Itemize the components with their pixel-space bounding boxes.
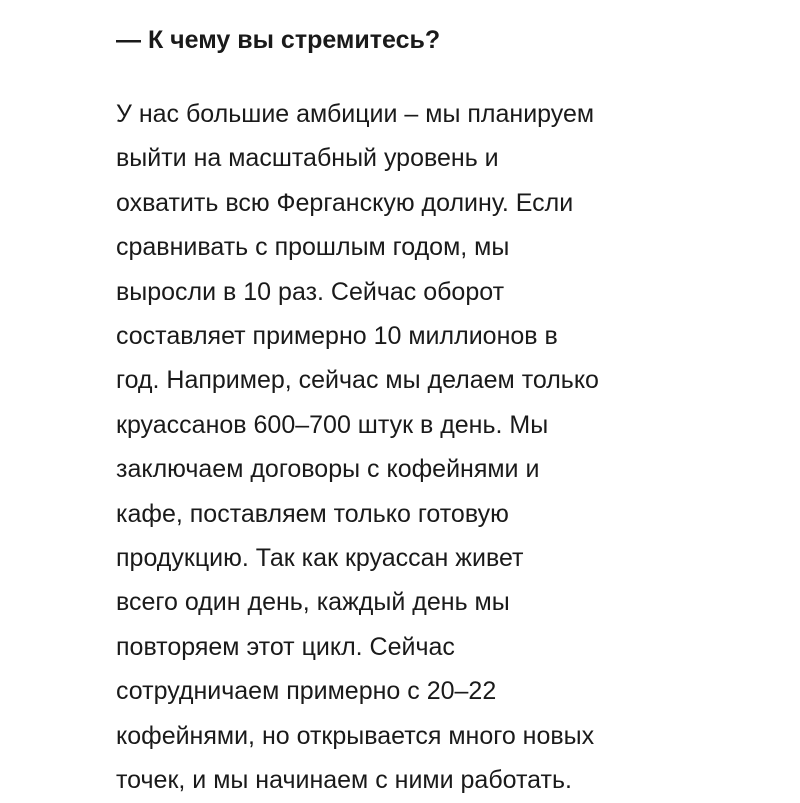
- answer-line: повторяем этот цикл. Сейчас: [116, 632, 455, 661]
- answer-line: выросли в 10 раз. Сейчас оборот: [116, 277, 505, 306]
- answer-line: У нас большие амбиции – мы планируем: [116, 100, 595, 128]
- answer-line: охватить всю Ферганскую долину. Если: [116, 188, 574, 217]
- answer-line: круассанов 600–700 штук в день. Мы: [116, 410, 549, 439]
- interview-question: — К чему вы стремитесь?: [116, 26, 441, 54]
- answer-line: сотрудничаем примерно с 20–22: [116, 677, 497, 706]
- answer-line: сравнивать с прошлым годом, мы: [116, 233, 510, 262]
- answer-line: продукцию. Так как круассан живет: [116, 544, 524, 573]
- answer-line: составляет примерно 10 миллионов в: [116, 322, 558, 351]
- answer-line: выйти на масштабный уровень и: [116, 144, 499, 173]
- article-section: [116, 22, 706, 803]
- answer-line: кафе, поставляем только готовую: [116, 499, 509, 528]
- answer-line: заключаем договоры с кофейнями и: [116, 455, 540, 484]
- answer-line: кофейнями, но открывается много новых: [116, 721, 595, 750]
- interview-answer: [116, 92, 706, 803]
- answer-line: год. Например, сейчас мы делаем только: [116, 366, 599, 395]
- answer-line: точек, и мы начинаем с ними работать.: [116, 766, 572, 795]
- answer-line: всего один день, каждый день мы: [116, 588, 510, 617]
